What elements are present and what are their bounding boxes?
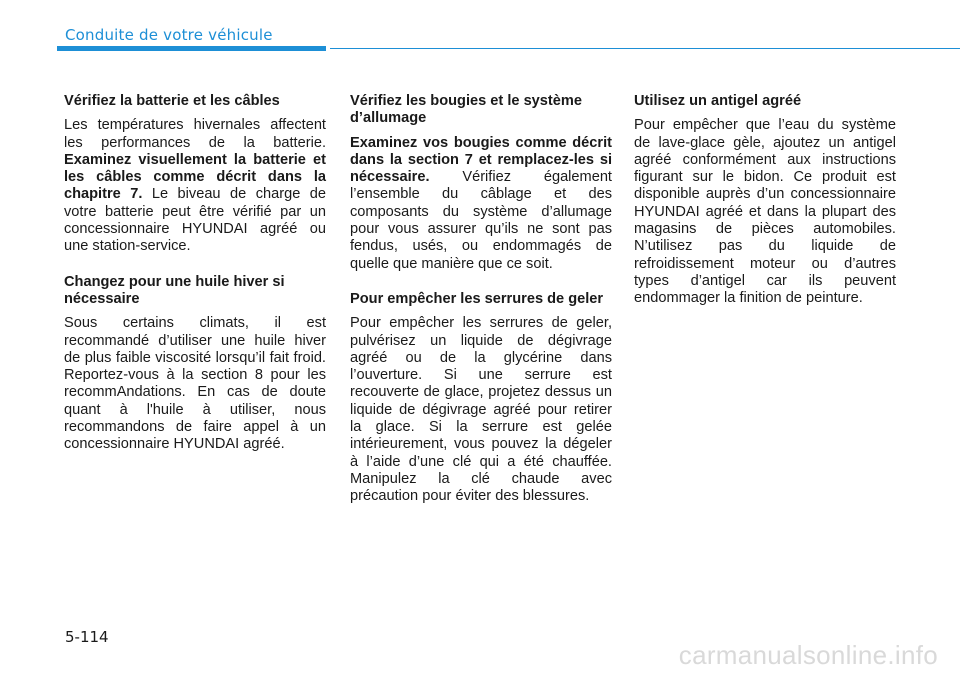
section-body: Pour empêcher les serrures de geler, pulvérisez un liquide de dégivrage agréé ou de la glycérine dans l’ouverture. Si une serrure est recouverte de glace, projetez dessus un liquide de dégivrage agréé pour retirer la glace. Si la serrure est gelée intérieurement, vous pouvez la dégeler à l’aide d’une clé qui a été chauffée. Manipulez la clé chaude avec précaution pour éviter des blessures. (350, 315, 612, 505)
section-body: Pour empêcher que l’eau du système de lave-glace gèle, ajoutez un antigel agréé conformément aux instructions figurant sur le bidon. Ce produit est disponible auprès d’un concessionnaire HYUNDAI agréé et dans la plupart des magasins de pièces automobiles. N’utilisez pas du liquide de refroidissement moteur ou d’autres types d’antigel car ils peuvent endommager la finition de peinture. (634, 117, 896, 307)
header-rule-accent (57, 46, 326, 51)
section-heading: Changez pour une huile hiver si nécessaire (64, 273, 285, 307)
section-heading: Vérifiez les bougies et le système d’allumage (350, 93, 582, 127)
text-column-2 (350, 93, 612, 524)
section-header-title: Conduite de votre véhicule (65, 26, 273, 44)
section-winter-oil (64, 274, 326, 454)
section-body: Sous certains climats, il est recommandé d’utiliser une huile hiver de plus faible viscosité lorsqu’il fait froid. Reportez-vous à la section 8 pour les recommAndations. En cas de doute quant à l'huile à utiliser, nous recommandons de faire appel à un concessionnaire HYUNDAI agréé. (64, 315, 326, 453)
section-antifreeze (634, 93, 896, 308)
section-heading: Vérifiez la batterie et les câbles (64, 93, 280, 109)
section-body: Examinez vos bougies comme décrit dans la section 7 et remplacez-les si nécessaire. Vérifiez également l’ensemble du câblage et des composants du système d’allumage pour vous assurer qu’ils ne sont pas fendus, usés, ou endommagés de quelle que manière que ce soit. (350, 134, 612, 272)
section-body: Les températures hivernales affectent les performances de la batterie. Examinez visuellement la batterie et les câbles comme décrit dans la chapitre 7. Le biveau de charge de votre batterie peut être vérifié par un concessionnaire HYUNDAI agréé ou une station-service. (64, 117, 326, 255)
section-heading: Pour empêcher les serrures de geler (350, 290, 604, 307)
text-column-1 (64, 93, 326, 472)
section-battery (64, 93, 326, 256)
section-heading: Utilisez un antigel agréé (634, 93, 802, 109)
page-number: 5-114 (65, 628, 109, 646)
text-column-3 (634, 93, 896, 326)
header-rule-line (330, 48, 960, 49)
section-frozen-locks (350, 291, 612, 506)
section-spark-plugs (350, 93, 612, 273)
watermark: carmanualsonline.info (678, 640, 938, 670)
